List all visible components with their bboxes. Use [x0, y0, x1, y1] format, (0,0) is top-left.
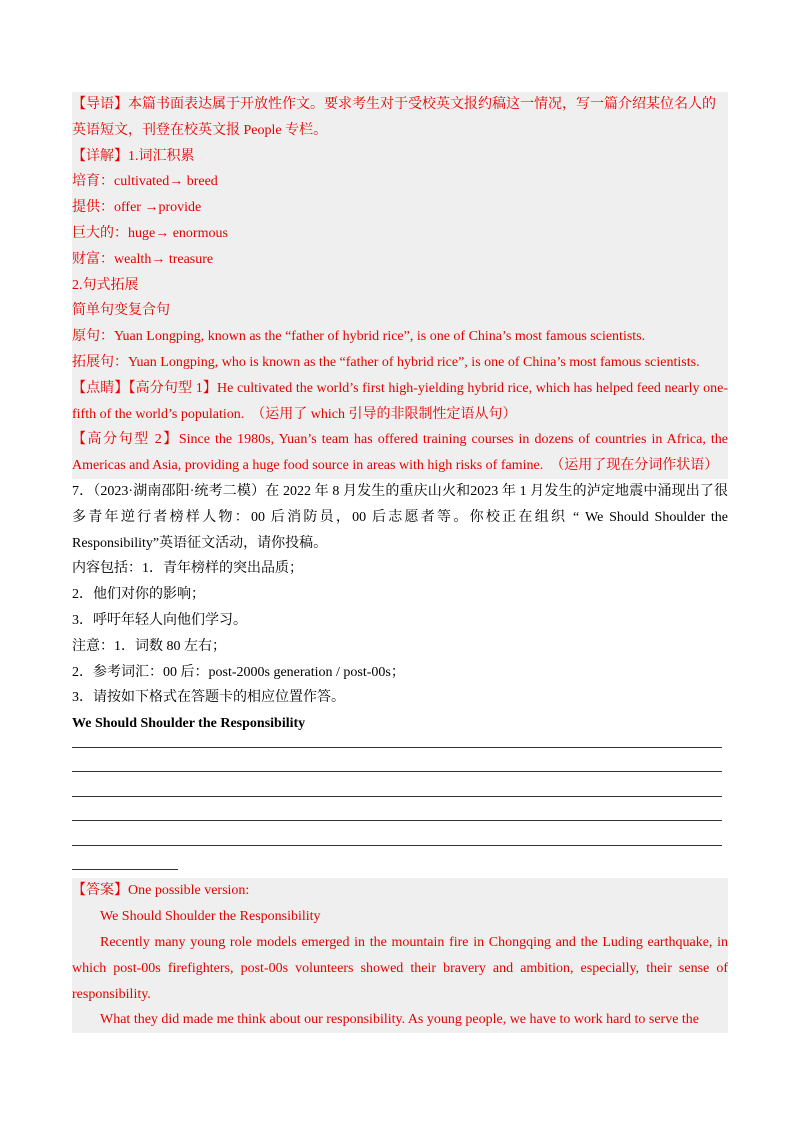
- guide-section: [72, 92, 728, 144]
- answer-tag: 【答案】: [72, 883, 128, 899]
- note-3: 3．请按如下格式在答题卡的相应位置作答。: [72, 690, 345, 706]
- highlight-p2-note: （运用了现在分词作状语）: [550, 458, 719, 474]
- essay-title: We Should Shoulder the Responsibility: [72, 716, 306, 732]
- detail-tag: 【详解】: [72, 148, 128, 164]
- writing-line: [72, 845, 722, 846]
- question-section: [72, 479, 728, 737]
- answer-paragraph-1: Recently many young role models emerged in the mountain fire in Chongqing and the Luding earthquake, in which post-00s firefighters, post-00s volunteers showed their bravery and ambition, especially, their sense of responsibility.: [72, 935, 728, 1002]
- answer-section: [72, 878, 728, 1033]
- expanded-sentence: 拓展句：Yuan Longping, who is known as the “father of hybrid rice”, is one of China’s most famous scientists.: [72, 354, 700, 370]
- vocab-item: 提供：offer →provide: [72, 200, 202, 216]
- content-requirement-1: 内容包括：1．青年榜样的突出品质；: [72, 561, 303, 577]
- writing-line-short: [72, 869, 178, 870]
- highlight-p1-note: （运用了 which 引导的非限制性定语从句）: [251, 406, 517, 422]
- sentence-heading: 2.句式拓展: [72, 277, 139, 293]
- document-page: [72, 92, 728, 1033]
- writing-line: [72, 796, 722, 797]
- note-2: 2．参考词汇：00 后：post-2000s generation / post-00s；: [72, 664, 405, 680]
- sentence-subheading: 简单句变复合句: [72, 303, 170, 319]
- writing-line: [72, 820, 722, 821]
- content-requirement-3: 3．呼吁年轻人向他们学习。: [72, 612, 247, 628]
- highlight-paragraph-1: [72, 376, 728, 428]
- detail-section: [72, 144, 728, 376]
- highlight-p2-tag: 【高分句型 2】: [72, 432, 179, 448]
- guide-tag: 【导语】: [72, 97, 128, 112]
- writing-line: [72, 747, 722, 748]
- highlight-p1-tag: 【高分句型 1】: [128, 380, 218, 396]
- vocab-item: 培育：cultivated→ breed: [72, 174, 218, 190]
- highlight-p2-text: Since the 1980s, Yuan’s team has offered training courses in dozens of countries in Africa, the Americas and Asia, providing a huge food source in areas with high risks of famine.: [72, 432, 729, 474]
- guide-text-line1: 本篇书面表达属于开放性作文。要求考生对于受校英文报约稿这一情况，写一篇介绍某位名人的: [128, 97, 716, 112]
- writing-line: [72, 771, 722, 772]
- answer-paragraph-2: What they did made me think about our responsibility. As young people, we have to work hard to serve the: [100, 1012, 700, 1028]
- guide-text-line2: 英语短文，刊登在校英文报 People 专栏。: [72, 122, 328, 138]
- vocab-item: 巨大的：huge→ enormous: [72, 225, 228, 241]
- highlight-section: [72, 376, 728, 479]
- note-1: 注意：1．词数 80 左右；: [72, 638, 226, 654]
- detail-heading: 1.词汇积累: [128, 148, 195, 164]
- content-requirement-2: 2．他们对你的影响；: [72, 587, 205, 603]
- highlight-tag: 【点睛】: [72, 380, 129, 396]
- answer-lead: One possible version:: [128, 883, 250, 899]
- answer-lines: [72, 747, 728, 871]
- highlight-p1-text: He cultivated the world’s first high-yielding hybrid rice, which has helped feed nearly one-fifth of the world’s population.: [72, 380, 728, 422]
- vocab-item: 财富：wealth→ treasure: [72, 251, 214, 267]
- question-intro: 7．（2023·湖南邵阳·统考二模）在 2022 年 8 月发生的重庆山火和2023 年 1 月发生的泸定地震中涌现出了很多青年逆行者榜样人物：00 后消防员，00 后志愿者等。你校正在组织 “ We Should Shoulder the Responsibility”英语征文活动，请你投稿。: [72, 483, 728, 551]
- answer-title: We Should Shoulder the Responsibility: [100, 909, 321, 925]
- highlight-paragraph-2: [72, 427, 728, 479]
- original-sentence: 原句：Yuan Longping, known as the “father of hybrid rice”, is one of China’s most famous scientists.: [72, 329, 646, 345]
